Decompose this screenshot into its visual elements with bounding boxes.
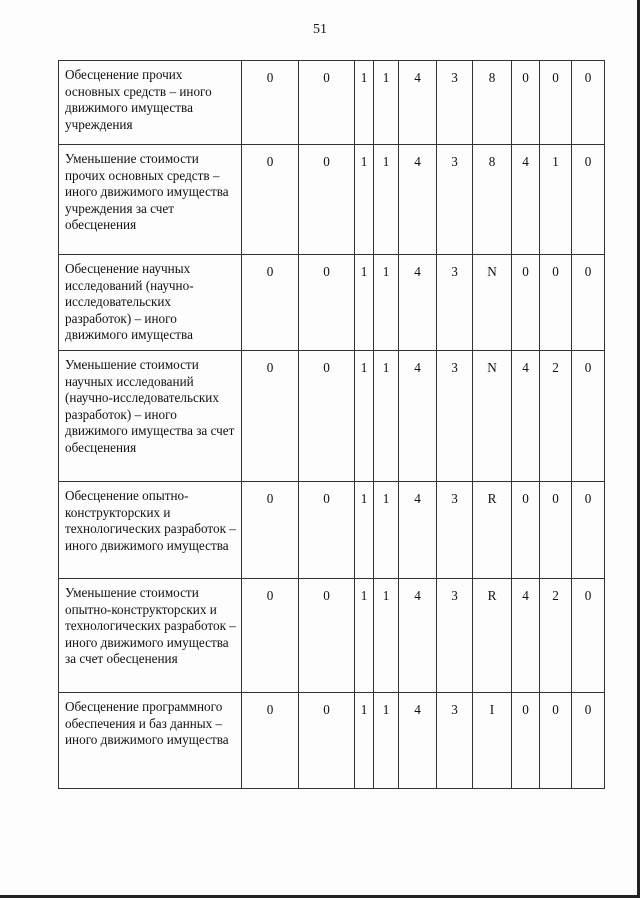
code-digit: 0 <box>512 482 540 579</box>
code-digit: 1 <box>355 255 374 351</box>
code-digit: 3 <box>437 693 473 789</box>
code-digit: 1 <box>374 482 399 579</box>
code-digit: 0 <box>572 351 605 482</box>
code-digit: 0 <box>540 482 572 579</box>
code-digit: 3 <box>437 351 473 482</box>
table-row <box>59 693 605 789</box>
code-digit: 0 <box>299 693 355 789</box>
code-digit: 0 <box>242 351 299 482</box>
code-digit: 1 <box>355 145 374 255</box>
code-digit: 4 <box>399 351 437 482</box>
code-digit: 0 <box>512 693 540 789</box>
code-digit: 0 <box>299 351 355 482</box>
code-digit: 0 <box>540 255 572 351</box>
code-digit: 8 <box>473 145 512 255</box>
code-digit: R <box>473 579 512 693</box>
table-row <box>59 255 605 351</box>
table-row <box>59 482 605 579</box>
code-digit: 1 <box>355 351 374 482</box>
code-digit: 1 <box>374 255 399 351</box>
code-digit: 1 <box>374 61 399 145</box>
code-digit: 0 <box>572 693 605 789</box>
code-digit: 0 <box>242 255 299 351</box>
code-digit: 1 <box>355 482 374 579</box>
row-description: Уменьшение стоимости научных исследований (научно-исследовательских разработок) – иного движимого имущества за счет обесценения <box>59 351 242 482</box>
code-digit: 0 <box>540 693 572 789</box>
row-description: Обесценение программного обеспечения и баз данных – иного движимого имущества <box>59 693 242 789</box>
code-digit: N <box>473 351 512 482</box>
code-digit: N <box>473 255 512 351</box>
code-digit: 3 <box>437 482 473 579</box>
code-digit: 3 <box>437 579 473 693</box>
code-digit: 0 <box>299 145 355 255</box>
code-digit: 4 <box>512 579 540 693</box>
code-digit: 0 <box>299 255 355 351</box>
code-digit: 0 <box>299 579 355 693</box>
code-digit: 0 <box>512 255 540 351</box>
code-digit: 0 <box>242 579 299 693</box>
code-digit: 0 <box>242 61 299 145</box>
table-row <box>59 61 605 145</box>
code-digit: 1 <box>374 145 399 255</box>
code-digit: 2 <box>540 351 572 482</box>
code-digit: 0 <box>242 482 299 579</box>
code-digit: 0 <box>572 579 605 693</box>
code-digit: I <box>473 693 512 789</box>
account-codes-table <box>58 60 605 789</box>
code-digit: 1 <box>374 351 399 482</box>
code-digit: 4 <box>399 693 437 789</box>
code-digit: 1 <box>355 61 374 145</box>
code-digit: 0 <box>512 61 540 145</box>
code-digit: 4 <box>399 145 437 255</box>
code-digit: 0 <box>242 693 299 789</box>
table-row <box>59 579 605 693</box>
code-digit: 1 <box>355 579 374 693</box>
row-description: Обесценение опытно-конструкторских и технологических разработок – иного движимого имущества <box>59 482 242 579</box>
code-digit: 0 <box>572 255 605 351</box>
code-digit: 1 <box>540 145 572 255</box>
code-digit: 2 <box>540 579 572 693</box>
page-number: 51 <box>313 22 327 37</box>
code-digit: 0 <box>299 482 355 579</box>
code-digit: 3 <box>437 255 473 351</box>
code-digit: 0 <box>299 61 355 145</box>
code-digit: 4 <box>512 145 540 255</box>
row-description: Обесценение научных исследований (научно-исследовательских разработок) – иного движимого имущества <box>59 255 242 351</box>
code-digit: 4 <box>399 579 437 693</box>
row-description: Уменьшение стоимости опытно-конструкторских и технологических разработок – иного движимого имущества за счет обесценения <box>59 579 242 693</box>
row-description: Уменьшение стоимости прочих основных средств – иного движимого имущества учреждения за счет обесценения <box>59 145 242 255</box>
table-row <box>59 351 605 482</box>
code-digit: 3 <box>437 61 473 145</box>
code-digit: R <box>473 482 512 579</box>
code-digit: 3 <box>437 145 473 255</box>
code-digit: 0 <box>572 482 605 579</box>
row-description: Обесценение прочих основных средств – иного движимого имущества учреждения <box>59 61 242 145</box>
code-digit: 0 <box>572 145 605 255</box>
code-digit: 0 <box>540 61 572 145</box>
code-digit: 4 <box>399 482 437 579</box>
table-row <box>59 145 605 255</box>
code-digit: 1 <box>374 693 399 789</box>
code-digit: 4 <box>399 61 437 145</box>
code-digit: 1 <box>374 579 399 693</box>
code-digit: 8 <box>473 61 512 145</box>
code-digit: 0 <box>242 145 299 255</box>
code-digit: 0 <box>572 61 605 145</box>
code-digit: 1 <box>355 693 374 789</box>
code-digit: 4 <box>512 351 540 482</box>
code-digit: 4 <box>399 255 437 351</box>
